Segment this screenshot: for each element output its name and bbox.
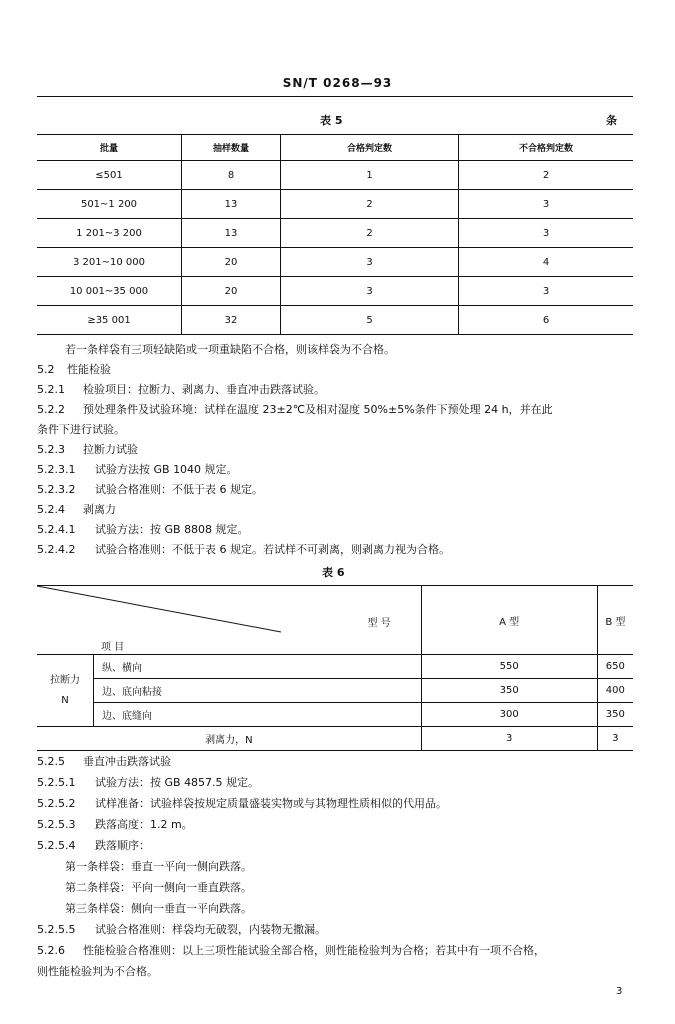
section-text: 试验方法：按 GB 8808 规定。: [95, 523, 249, 536]
clause: [37, 380, 637, 399]
clause: [37, 941, 637, 960]
table-cell: 3: [597, 727, 633, 751]
group-unit: N: [61, 694, 69, 706]
table-cell: 6: [459, 306, 634, 335]
clause: [37, 920, 637, 939]
section-number: 5.2.4.1: [37, 523, 76, 536]
table-cell: 32: [182, 306, 281, 335]
section-number: 5.2.5.1: [37, 776, 76, 789]
paragraph: 若一条样袋有三项轻缺陷或一项重缺陷不合格，则该样袋为不合格。: [65, 343, 395, 356]
section-number: 5.2.4.2: [37, 543, 76, 556]
clause: [37, 794, 637, 813]
diag-bottom-label: 项 目: [101, 642, 125, 653]
table-cell: 400: [597, 679, 633, 703]
table-cell: 300: [421, 703, 597, 727]
section-number: 5.2: [37, 363, 55, 376]
table-cell: 2: [281, 219, 459, 248]
table-cell: 650: [597, 655, 633, 679]
row-label: 剥离力，N: [37, 727, 421, 751]
table-cell: 3: [459, 190, 634, 219]
table-cell: 2: [281, 190, 459, 219]
table-cell: 10 001~35 000: [37, 277, 182, 306]
section-text: 试验方法按 GB 1040 规定。: [95, 463, 238, 476]
table5-header-row: [37, 135, 633, 161]
table-row: [37, 277, 633, 306]
drop-order-item: 第一条样袋：垂直一平向一侧向跌落。: [65, 860, 252, 873]
clause-continuation: 条件下进行试验。: [37, 423, 125, 436]
table6-header-row: [37, 586, 633, 655]
table6-caption: 表 6: [322, 566, 345, 579]
table-row: [37, 727, 633, 751]
section-text: 性能检验: [67, 363, 111, 376]
section-text: 检验项目：拉断力、剥离力、垂直冲击跌落试验。: [83, 383, 325, 396]
table-cell: 20: [182, 248, 281, 277]
header-rule: [37, 96, 633, 97]
table-6: [37, 585, 633, 751]
table-cell: 2: [459, 161, 634, 190]
table-row: [37, 679, 633, 703]
clause: [37, 836, 637, 855]
table-cell: 350: [597, 703, 633, 727]
table-row: [37, 190, 633, 219]
table-row: [37, 703, 633, 727]
table-row: [37, 161, 633, 190]
table-cell: 3: [459, 219, 634, 248]
table-cell: 550: [421, 655, 597, 679]
row-label: 边、底缝向: [94, 703, 422, 727]
drop-order-item: 第三条样袋：侧向一垂直一平向跌落。: [65, 902, 252, 915]
diag-top-label: 型 号: [367, 618, 391, 629]
table-row: [37, 248, 633, 277]
section-number: 5.2.5: [37, 755, 65, 768]
section-text: 试验合格准则：不低于表 6 规定。若试样不可剥离，则剥离力视为合格。: [95, 543, 450, 556]
table-cell: 4: [459, 248, 634, 277]
clause: [37, 815, 637, 834]
row-label: 纵、横向: [94, 655, 422, 679]
column-header: B 型: [597, 586, 633, 655]
section-text: 试验合格准则：不低于表 6 规定。: [95, 483, 263, 496]
section-text: 试验方法：按 GB 4857.5 规定。: [95, 776, 260, 789]
section-text: 跌落顺序：: [95, 839, 150, 852]
section-number: 5.2.3.2: [37, 483, 76, 496]
clause-continuation: 则性能检验判为不合格。: [37, 965, 158, 978]
section-number: 5.2.4: [37, 503, 65, 516]
section-number: 5.2.1: [37, 383, 65, 396]
clause: [37, 400, 637, 419]
clause: [37, 520, 637, 539]
clause: [37, 440, 637, 459]
diagonal-header-cell: [37, 586, 421, 655]
table-cell: 20: [182, 277, 281, 306]
section-text: 拉断力试验: [83, 443, 138, 456]
section-number: 5.2.6: [37, 944, 65, 957]
clause: [37, 773, 637, 792]
clause: [37, 480, 637, 499]
table-row: [37, 655, 633, 679]
table5-header-cell: 批量: [37, 135, 182, 161]
table5-header-cell: 不合格判定数: [459, 135, 634, 161]
section-text: 试样准备：试验样袋按规定质量盛装实物或与其物理性质相似的代用品。: [95, 797, 447, 810]
table-cell: 501~1 200: [37, 190, 182, 219]
table-cell: ≥35 001: [37, 306, 182, 335]
section-text: 预处理条件及试验环境：试样在温度 23±2℃及相对湿度 50%±5%条件下预处理 24 h，并在此: [83, 403, 553, 416]
section-number: 5.2.2: [37, 403, 65, 416]
page-number: 3: [616, 986, 623, 997]
table5-header-cell: 合格判定数: [281, 135, 459, 161]
section-text: 性能检验合格准则：以上三项性能试验全部合格，则性能检验判为合格；若其中有一项不合格，: [83, 944, 545, 957]
table-cell: ≤501: [37, 161, 182, 190]
section-number: 5.2.5.2: [37, 797, 76, 810]
table-5: [37, 134, 633, 335]
section-text: 跌落高度：1.2 m。: [95, 818, 193, 831]
clause: [37, 752, 637, 771]
standard-code: SN/T 0268—93: [282, 76, 393, 90]
section-number: 5.2.3: [37, 443, 65, 456]
table-cell: 5: [281, 306, 459, 335]
table-cell: 3: [421, 727, 597, 751]
table-cell: 13: [182, 219, 281, 248]
clause: [37, 500, 637, 519]
section-heading: [37, 360, 637, 379]
clause: [37, 540, 637, 559]
table5-unit: 条: [606, 114, 617, 127]
row-label: 边、底向粘接: [94, 679, 422, 703]
table-row: [37, 219, 633, 248]
column-header: A 型: [421, 586, 597, 655]
table-cell: 3 201~10 000: [37, 248, 182, 277]
drop-order-item: 第二条样袋：平向一侧向一垂直跌落。: [65, 881, 252, 894]
table-cell: 1: [281, 161, 459, 190]
diagonal-line: [37, 586, 281, 654]
table-cell: 350: [421, 679, 597, 703]
section-number: 5.2.5.5: [37, 923, 76, 936]
table-cell: 3: [281, 248, 459, 277]
table5-header-cell: 抽样数量: [182, 135, 281, 161]
table-cell: 1 201~3 200: [37, 219, 182, 248]
group-label-cell: [37, 655, 94, 727]
section-number: 5.2.3.1: [37, 463, 76, 476]
table-row: [37, 306, 633, 335]
section-text: 垂直冲击跌落试验: [83, 755, 171, 768]
clause: [37, 460, 637, 479]
table-cell: 13: [182, 190, 281, 219]
section-number: 5.2.5.3: [37, 818, 76, 831]
section-text: 试验合格准则：样袋均无破裂，内装物无撒漏。: [95, 923, 326, 936]
section-text: 剥离力: [83, 503, 116, 516]
table5-caption: 表 5: [320, 114, 343, 127]
section-number: 5.2.5.4: [37, 839, 76, 852]
table-cell: 3: [281, 277, 459, 306]
group-label: 拉断力: [50, 674, 80, 686]
table-cell: 8: [182, 161, 281, 190]
table-cell: 3: [459, 277, 634, 306]
